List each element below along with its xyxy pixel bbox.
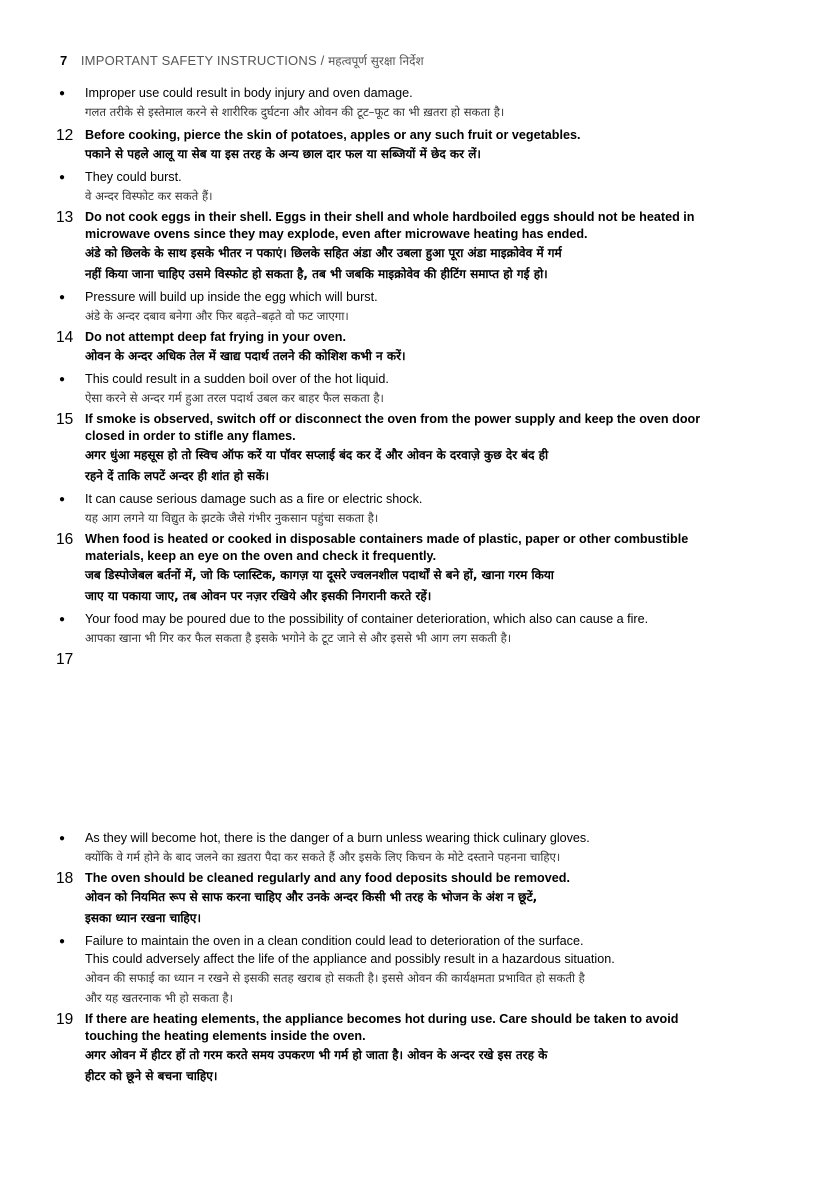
item-text-en: Do not attempt deep fat frying in your oven. xyxy=(85,330,346,344)
page-header xyxy=(60,52,800,69)
numbered-item xyxy=(56,411,784,487)
item-text-en: They could burst. xyxy=(85,170,182,184)
item-number: 18 xyxy=(56,870,74,887)
bullet-icon: ● xyxy=(59,172,66,183)
bullet-item xyxy=(56,84,784,122)
item-text-en: As they will become hot, there is the danger of a burn unless wearing thick culinary gloves. xyxy=(85,831,590,845)
item-number: 17 xyxy=(56,651,74,668)
item-text-en: It can cause serious damage such as a fire or electric shock. xyxy=(85,492,423,506)
item-text-en: If smoke is observed, switch off or disconnect the oven from the power supply and keep the oven door closed in order to stifle any flames. xyxy=(85,412,701,443)
item-text-hi: वे अन्दर विस्फोट कर सकते हैं। xyxy=(85,189,213,203)
bullet-item xyxy=(56,168,784,206)
numbered-item-empty xyxy=(56,651,784,829)
numbered-item xyxy=(56,329,784,367)
item-text-en: Pressure will build up inside the egg which will burst. xyxy=(85,290,378,304)
bullet-item xyxy=(56,490,784,528)
item-number: 14 xyxy=(56,329,74,346)
item-text-hi: अगर ओवन में हीटर हों तो गरम करते समय उपकरण भी गर्म हो जाता है। ओवन के अन्दर रखे इस तरह के हीटर को छूने से बचना चाहिए। xyxy=(85,1048,548,1083)
bullet-item xyxy=(56,829,784,867)
bullet-item xyxy=(56,288,784,326)
item-text-hi: ओवन के अन्दर अधिक तेल में खाद्य पदार्थ तलने की कोशिश कभी न करें। xyxy=(85,349,406,363)
numbered-item xyxy=(56,1011,784,1087)
numbered-item xyxy=(56,127,784,165)
item-number: 15 xyxy=(56,411,74,428)
item-text-en: If there are heating elements, the appliance becomes hot during use. Care should be taken to avoid touching the heating elements inside the oven. xyxy=(85,1012,679,1043)
item-text-hi: अंडे के अन्दर दबाव बनेगा और फिर बढ़ते–बढ़ते वो फट जाएगा। xyxy=(85,309,349,323)
page-number: 7 xyxy=(60,53,68,68)
bullet-icon: ● xyxy=(59,833,66,844)
item-number: 12 xyxy=(56,127,74,144)
bullet-item xyxy=(56,370,784,408)
item-number: 16 xyxy=(56,531,74,548)
item-text-en: When food is heated or cooked in disposable containers made of plastic, paper or other combustible materials, keep an eye on the oven and check it frequently. xyxy=(85,532,689,563)
bullet-icon: ● xyxy=(59,374,66,385)
item-text-hi: यह आग लगने या विद्युत के झटके जैसे गंभीर नुकसान पहुंचा सकता है। xyxy=(85,511,379,525)
bullet-icon: ● xyxy=(59,88,66,99)
item-text-en: Before cooking, pierce the skin of potatoes, apples or any such fruit or vegetables. xyxy=(85,128,581,142)
item-text-hi: अगर धुंआ महसूस हो तो स्विच ऑफ करें या पॉवर सप्लाई बंद कर दें और ओवन के दरवाज़े कुछ देर बंद ही रहने दें ताकि लपटें अन्दर ही शांत हो सकें। xyxy=(85,448,549,483)
item-text-en: Do not cook eggs in their shell. Eggs in their shell and whole hardboiled eggs should not be heated in microwave ovens since they may explode, even after microwave heating has ended. xyxy=(85,210,695,241)
header-title-hi: महत्वपूर्ण सुरक्षा निर्देश xyxy=(328,54,424,68)
numbered-item xyxy=(56,209,784,285)
item-text-hi: ऐसा करने से अन्दर गर्म हुआ तरल पदार्थ उबल कर बाहर फैल सकता है। xyxy=(85,391,384,405)
item-text-hi: जब डिस्पोजेबल बर्तनों में, जो कि प्लास्टिक, कागज़ या दूसरे ज्वलनशील पदार्थों से बने हों, खाना गरम किया जाए या पकाया जाए, तब ओवन पर नज़र रखिये और इसकी निगरानी करते रहें। xyxy=(85,568,554,603)
item-text-en: The oven should be cleaned regularly and any food deposits should be removed. xyxy=(85,871,570,885)
header-title-en: IMPORTANT SAFETY INSTRUCTIONS / xyxy=(80,53,325,68)
item-number: 13 xyxy=(56,209,74,226)
item-number: 19 xyxy=(56,1011,74,1028)
item-text-en: Improper use could result in body injury and oven damage. xyxy=(85,86,413,100)
bullet-icon: ● xyxy=(59,494,66,505)
blank-area xyxy=(85,651,784,829)
numbered-item xyxy=(56,870,784,929)
bullet-item xyxy=(56,932,784,1008)
item-text-hi: आपका खाना भी गिर कर फैल सकता है इसके भगोने के टूट जाने से और इससे भी आग लग सकती है। xyxy=(85,631,512,645)
instructions-list xyxy=(56,84,784,1087)
item-text-hi: ओवन की सफाई का ध्यान न रखने से इसकी सतह खराब हो सकती है। इससे ओवन की कार्यक्षमता प्रभावित हो सकती है और यह खतरनाक भी हो सकता है। xyxy=(85,971,585,1005)
bullet-icon: ● xyxy=(59,936,66,947)
bullet-icon: ● xyxy=(59,292,66,303)
item-text-hi: क्योंकि वे गर्म होने के बाद जलने का ख़तरा पैदा कर सकते हैं और इसके लिए किचन के मोटे दस्ताने पहनना चाहिए। xyxy=(85,850,561,864)
item-text-hi: अंडे को छिलके के साथ इसके भीतर न पकाएं। छिलके सहित अंडा और उबला हुआ पूरा अंडा माइक्रोवेव में गर्म नहीं किया जाना चाहिए उसमे विस्फोट हो सकता है, तब भी जबकि माइक्रोवेव की हीटिंग समाप्त हो गई हो। xyxy=(85,246,562,281)
item-text-en: This could result in a sudden boil over of the hot liquid. xyxy=(85,372,389,386)
numbered-item xyxy=(56,531,784,607)
bullet-icon: ● xyxy=(59,614,66,625)
bullet-item xyxy=(56,610,784,648)
item-text-en: Failure to maintain the oven in a clean condition could lead to deterioration of the surface. This could adversely affect the life of the appliance and possibly result in a hazardous situation. xyxy=(85,934,615,966)
item-text-hi: पकाने से पहले आलू या सेब या इस तरह के अन्य छाल दार फल या सब्जियों में छेद कर लें। xyxy=(85,147,481,161)
item-text-hi: गलत तरीके से इस्तेमाल करने से शारीरिक दुर्घटना और ओवन की टूट–फूट का भी ख़तरा हो सकता है। xyxy=(85,105,505,119)
item-text-en: Your food may be poured due to the possibility of container deterioration, which also can cause a fire. xyxy=(85,612,649,626)
item-text-hi: ओवन को नियमित रूप से साफ करना चाहिए और उनके अन्दर किसी भी तरह के भोजन के अंश न छूटें, इसका ध्यान रखना चाहिए। xyxy=(85,890,538,925)
